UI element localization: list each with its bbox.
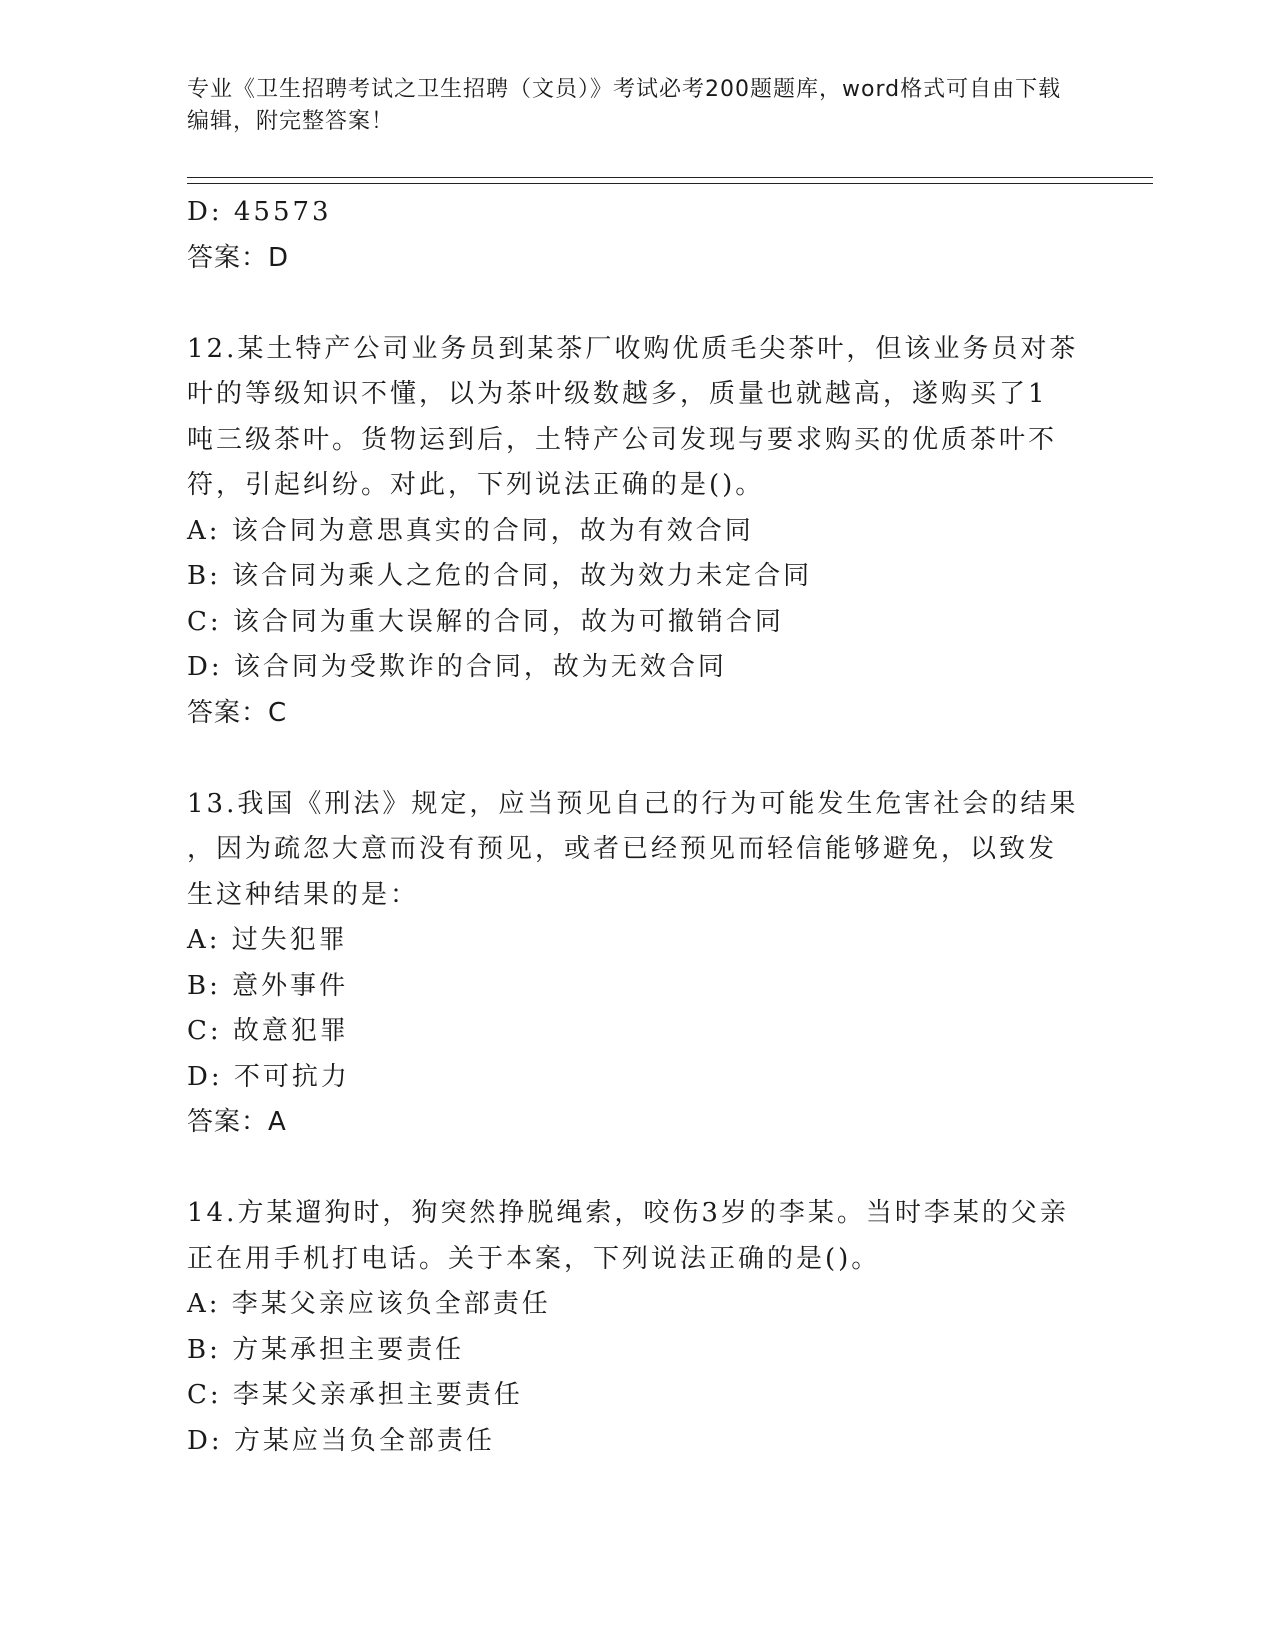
question-list [187, 190, 1087, 1464]
question-13 [187, 782, 1087, 1146]
spacer [187, 281, 1087, 327]
option-d: D: 不可抗力 [187, 1061, 350, 1092]
option-c: C: 李某父亲承担主要责任 [187, 1380, 523, 1410]
spacer [187, 736, 1087, 782]
option-b: B: 该合同为乘人之危的合同，故为效力未定合同 [187, 561, 813, 591]
question-text-line: 正在用手机打电话。关于本案，下列说法正确的是()。 [187, 1243, 881, 1274]
question-text-line: 叶的等级知识不懂，以为茶叶级数越多，质量也就越高，遂购买了1 [187, 379, 1048, 409]
option-a: A: 过失犯罪 [187, 925, 348, 955]
option-d: D: 方某应当负全部责任 [187, 1425, 495, 1456]
header-divider-bottom [187, 183, 1153, 184]
question-text-line: 生这种结果的是： [187, 879, 420, 910]
page-header: 专业《卫生招聘考试之卫生招聘（文员）》考试必考200题题库，word格式可自由下载编辑，附完整答案！ [187, 77, 1062, 134]
option-a: A: 该合同为意思真实的合同，故为有效合同 [187, 515, 754, 546]
question-text-line: ，因为疏忽大意而没有预见，或者已经预见而轻信能够避免，以致发 [187, 834, 1058, 864]
question-12 [187, 327, 1087, 737]
answer: 答案：C [187, 697, 288, 728]
question-text-line: 12.某土特产公司业务员到某茶厂收购优质毛尖茶叶，但该业务员对茶 [187, 333, 1079, 364]
spacer [187, 1146, 1087, 1192]
answer: 答案：D [187, 242, 290, 273]
question-text-line: 吨三级茶叶。货物运到后，土特产公司发现与要求购买的优质茶叶不 [187, 424, 1058, 455]
header-divider-top [187, 177, 1153, 178]
question-text-line: 14.方某遛狗时，狗突然挣脱绳索，咬伤3岁的李某。当时李某的父亲 [187, 1198, 1069, 1228]
option-b: B: 方某承担主要责任 [187, 1334, 465, 1365]
option-d: D: 45573 [187, 197, 332, 227]
answer: 答案：A [187, 1107, 287, 1137]
question-text-line: 符，引起纠纷。对此，下列说法正确的是()。 [187, 470, 765, 500]
option-b: B: 意外事件 [187, 970, 349, 1001]
option-c: C: 故意犯罪 [187, 1016, 349, 1046]
option-a: A: 李某父亲应该负全部责任 [187, 1289, 551, 1319]
question-text-line: 13.我国《刑法》规定，应当预见自己的行为可能发生危害社会的结果 [187, 788, 1079, 819]
option-d: D: 该合同为受欺诈的合同，故为无效合同 [187, 652, 727, 682]
question-14 [187, 1191, 1087, 1464]
option-c: C: 该合同为重大误解的合同，故为可撤销合同 [187, 606, 784, 637]
